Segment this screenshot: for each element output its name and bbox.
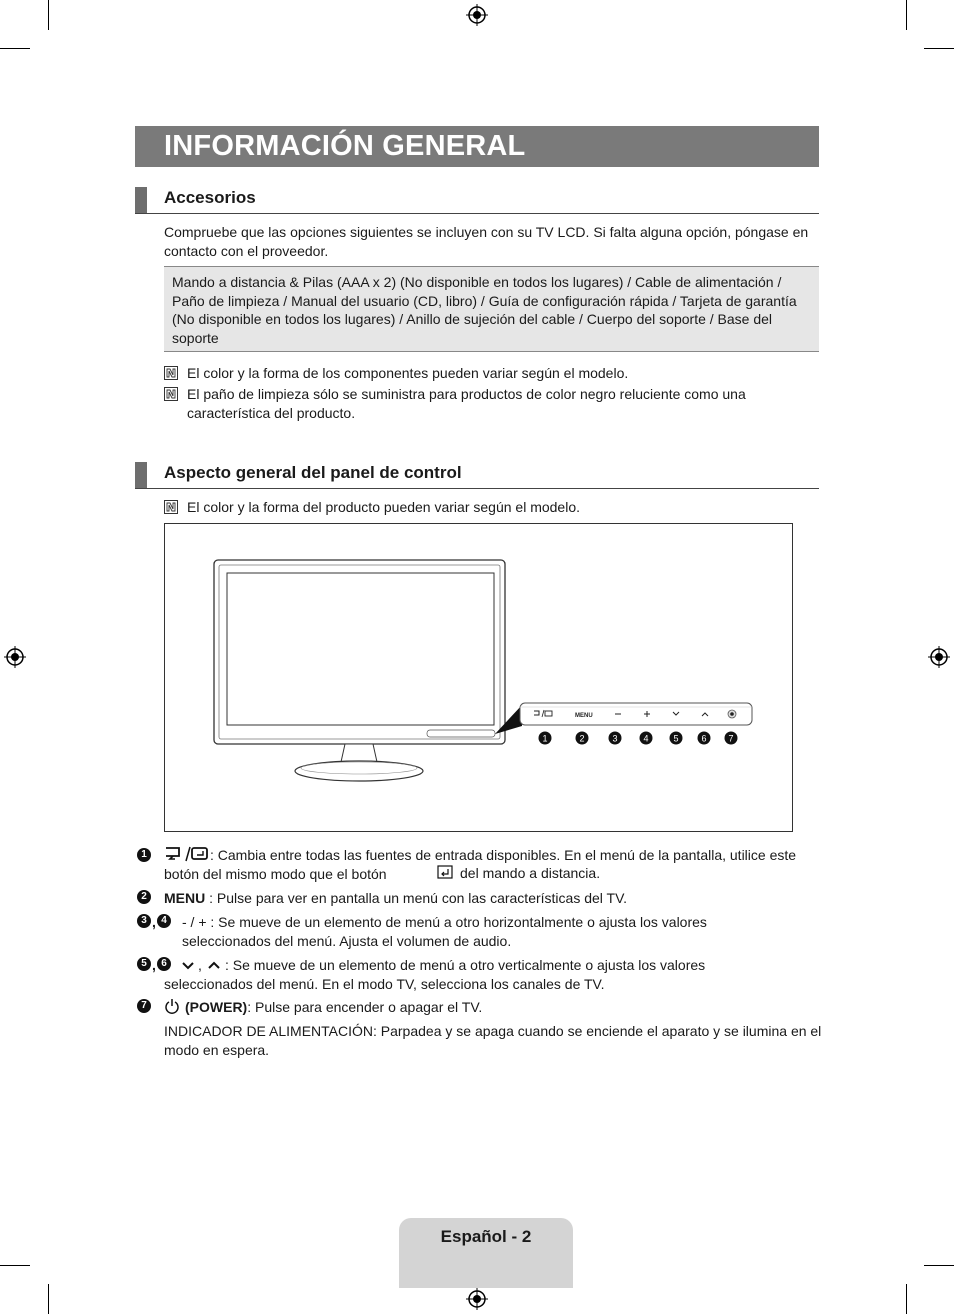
power-icon (164, 998, 180, 1015)
description-volume: - / + : Se mueve de un elemento de menú a otro horizontalmente o ajusta los valores seleccionados del menú. Ajusta el volumen de audio. (182, 914, 707, 949)
accessories-list: Mando a distancia & Pilas (AAA x 2) (No disponible en todos los lugares) / Cable de alimentación / Paño de limpieza / Manual del usuario (CD, libro) / Guía de configuración rápida / Tarjeta de garantía (No disponible en todos los lugares) / Anillo de sujeción del cable / Cuerpo del soporte / Base del soporte (172, 274, 797, 346)
enter-icon (437, 865, 453, 879)
registration-mark-icon (466, 1288, 488, 1310)
section-marker (135, 187, 147, 213)
page-number: Español - 2 (440, 1227, 532, 1246)
number-badge: 4 (157, 914, 171, 928)
crop-mark (0, 48, 30, 49)
section-title: Aspecto general del panel de control (164, 463, 462, 482)
note-item (164, 385, 819, 422)
number-badge: 6 (157, 957, 171, 971)
section-marker (135, 462, 147, 488)
registration-mark-icon (4, 646, 26, 668)
page-number-tab (399, 1218, 573, 1288)
page-title-bar (135, 126, 819, 167)
figure-number-label: 4 (643, 733, 649, 744)
number-badge: 3 (137, 914, 151, 928)
section-header-panel (135, 462, 819, 489)
description-power: (POWER): Pulse para encender o apagar el TV. (185, 999, 483, 1015)
number-badge: 7 (137, 999, 151, 1013)
note-text: El paño de limpieza sólo se suministra para productos de color negro reluciente como una característica del producto. (187, 386, 746, 421)
figure-number-label: 5 (673, 733, 679, 744)
control-panel-figure (164, 523, 793, 832)
figure-number-label: 6 (701, 733, 707, 744)
number-badge: 5 (137, 957, 151, 971)
description-source: : Cambia entre todas las fuentes de entrada disponibles. En el menú de la pantalla, utilice este botón del mismo modo que el botón (164, 847, 797, 882)
panel-menu-label: MENU (575, 713, 593, 719)
crop-mark (924, 48, 954, 49)
accesorios-intro: Compruebe que las opciones siguientes se incluyen con su TV LCD. Si falta alguna opción, póngase en contacto con el proveedor. (164, 224, 809, 259)
section-header-accesorios (135, 187, 819, 214)
power-indicator-description: INDICADOR DE ALIMENTACIÓN: Parpadea y se apaga cuando se enciende el aparato y se ilumina en el modo en espera. (164, 1023, 822, 1058)
tv-illustration (165, 524, 792, 831)
note-item (164, 364, 819, 382)
note-icon (164, 500, 178, 514)
separator-comma: , (152, 914, 156, 930)
section-title: Accesorios (164, 188, 256, 207)
number-badge: 2 (137, 890, 151, 904)
note-text: El color y la forma del producto pueden variar según el modelo. (187, 499, 580, 515)
description-source-tail: del mando a distancia. (460, 865, 601, 881)
figure-number-label: 1 (542, 733, 548, 744)
note-item (164, 498, 819, 516)
note-text: El color y la forma de los componentes pueden variar según el modelo. (187, 365, 629, 381)
note-icon (164, 387, 178, 401)
number-badge: 1 (137, 848, 151, 862)
registration-mark-icon (928, 646, 950, 668)
accessories-list-box (164, 266, 819, 352)
figure-number-label: 3 (612, 733, 618, 744)
figure-number-label: 7 (728, 733, 734, 744)
description-menu: MENU : Pulse para ver en pantalla un menú con las características del TV. (164, 890, 628, 906)
crop-mark (48, 1284, 49, 1314)
description-channel: : Se mueve de un elemento de menú a otro verticalmente o ajusta los valores seleccionados del menú. En el modo TV, selecciona los canales de TV. (164, 957, 706, 992)
figure-number-label: 2 (579, 733, 585, 744)
registration-mark-icon (466, 4, 488, 26)
crop-mark (48, 0, 49, 30)
crop-mark (906, 0, 907, 30)
separator-comma: , (152, 957, 156, 973)
page-title: INFORMACIÓN GENERAL (164, 130, 526, 162)
note-icon (164, 366, 178, 380)
crop-mark (0, 1265, 30, 1266)
separator-comma: , (198, 957, 202, 973)
crop-mark (906, 1284, 907, 1314)
crop-mark (924, 1265, 954, 1266)
